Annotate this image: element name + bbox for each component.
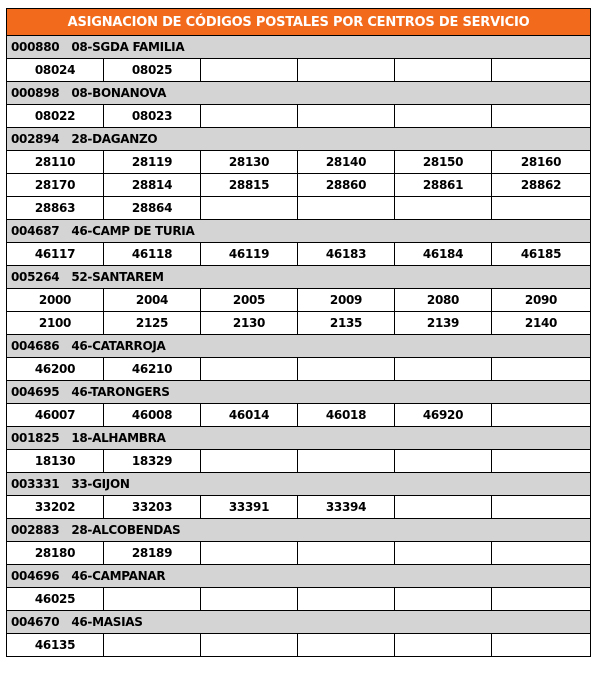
center-label bbox=[7, 335, 591, 358]
postal-code-cell bbox=[395, 634, 492, 657]
postal-code-cell: 28189 bbox=[104, 542, 201, 565]
center-header-row bbox=[7, 220, 591, 243]
postal-code-cell bbox=[201, 197, 298, 220]
postal-code-cell: 46200 bbox=[7, 358, 104, 381]
postal-code-cell: 28110 bbox=[7, 151, 104, 174]
postal-code-cell: 2135 bbox=[298, 312, 395, 335]
center-name: 46-TARONGERS bbox=[71, 385, 170, 399]
postal-code-cell: 33394 bbox=[298, 496, 395, 519]
postal-code-cell: 28861 bbox=[395, 174, 492, 197]
center-label bbox=[7, 519, 591, 542]
postal-code-cell: 33391 bbox=[201, 496, 298, 519]
postal-code-cell: 2139 bbox=[395, 312, 492, 335]
center-id: 003331 bbox=[11, 477, 60, 491]
postal-code-cell: 2100 bbox=[7, 312, 104, 335]
postal-code-cell: 08023 bbox=[104, 105, 201, 128]
postal-code-cell bbox=[298, 59, 395, 82]
center-name: 46-CAMPANAR bbox=[71, 569, 166, 583]
postal-code-cell bbox=[298, 105, 395, 128]
center-name: 46-MASIAS bbox=[71, 615, 143, 629]
postal-code-cell: 2125 bbox=[104, 312, 201, 335]
postal-code-cell: 28860 bbox=[298, 174, 395, 197]
postal-code-cell bbox=[492, 404, 591, 427]
postal-code-cell bbox=[104, 588, 201, 611]
postal-code-cell: 46119 bbox=[201, 243, 298, 266]
center-label bbox=[7, 128, 591, 151]
postal-code-cell bbox=[395, 197, 492, 220]
postal-code-cell bbox=[298, 450, 395, 473]
center-name: 08-SGDA FAMILIA bbox=[71, 40, 185, 54]
postal-code-cell bbox=[201, 105, 298, 128]
postal-code-cell bbox=[492, 542, 591, 565]
postal-code-cell bbox=[492, 634, 591, 657]
postal-code-cell bbox=[492, 105, 591, 128]
postal-codes-row bbox=[7, 197, 591, 220]
center-id: 000880 bbox=[11, 40, 60, 54]
postal-code-cell: 28119 bbox=[104, 151, 201, 174]
postal-code-cell: 46135 bbox=[7, 634, 104, 657]
postal-code-cell: 08022 bbox=[7, 105, 104, 128]
postal-codes-row bbox=[7, 105, 591, 128]
center-header-row bbox=[7, 473, 591, 496]
center-name: 52-SANTAREM bbox=[71, 270, 164, 284]
postal-codes-row bbox=[7, 59, 591, 82]
center-id: 004686 bbox=[11, 339, 60, 353]
postal-code-cell bbox=[395, 105, 492, 128]
postal-code-cell bbox=[395, 59, 492, 82]
postal-code-cell: 33203 bbox=[104, 496, 201, 519]
center-label bbox=[7, 427, 591, 450]
center-name: 08-BONANOVA bbox=[71, 86, 167, 100]
postal-code-cell: 2080 bbox=[395, 289, 492, 312]
center-label bbox=[7, 82, 591, 105]
center-name: 28-ALCOBENDAS bbox=[71, 523, 181, 537]
center-header-row bbox=[7, 266, 591, 289]
postal-code-cell: 46184 bbox=[395, 243, 492, 266]
postal-code-cell: 28863 bbox=[7, 197, 104, 220]
center-label bbox=[7, 611, 591, 634]
center-header-row bbox=[7, 381, 591, 404]
center-label bbox=[7, 266, 591, 289]
postal-code-cell: 08024 bbox=[7, 59, 104, 82]
postal-code-cell: 28814 bbox=[104, 174, 201, 197]
postal-codes-row bbox=[7, 634, 591, 657]
postal-code-cell bbox=[201, 358, 298, 381]
center-id: 002883 bbox=[11, 523, 60, 537]
postal-code-cell: 28130 bbox=[201, 151, 298, 174]
center-id: 002894 bbox=[11, 132, 60, 146]
center-label bbox=[7, 220, 591, 243]
center-label bbox=[7, 36, 591, 59]
postal-code-cell: 2090 bbox=[492, 289, 591, 312]
postal-code-cell bbox=[492, 450, 591, 473]
postal-code-cell: 46018 bbox=[298, 404, 395, 427]
center-id: 001825 bbox=[11, 431, 60, 445]
postal-code-cell bbox=[201, 450, 298, 473]
postal-code-cell: 2009 bbox=[298, 289, 395, 312]
postal-code-cell bbox=[298, 197, 395, 220]
postal-code-cell bbox=[492, 496, 591, 519]
center-id: 004687 bbox=[11, 224, 60, 238]
postal-code-cell: 46007 bbox=[7, 404, 104, 427]
postal-codes-row bbox=[7, 542, 591, 565]
center-header-row bbox=[7, 335, 591, 358]
center-label bbox=[7, 473, 591, 496]
postal-codes-row bbox=[7, 404, 591, 427]
center-name: 28-DAGANZO bbox=[71, 132, 158, 146]
postal-code-cell bbox=[492, 197, 591, 220]
postal-code-cell: 28180 bbox=[7, 542, 104, 565]
postal-code-sheet bbox=[6, 8, 590, 657]
title-row bbox=[7, 9, 591, 36]
postal-code-cell: 46008 bbox=[104, 404, 201, 427]
postal-code-cell: 2005 bbox=[201, 289, 298, 312]
postal-code-cell: 46183 bbox=[298, 243, 395, 266]
postal-code-cell: 28160 bbox=[492, 151, 591, 174]
postal-codes-row bbox=[7, 496, 591, 519]
postal-code-cell bbox=[201, 634, 298, 657]
postal-code-cell bbox=[201, 542, 298, 565]
postal-code-cell bbox=[298, 634, 395, 657]
center-label bbox=[7, 565, 591, 588]
postal-code-cell: 28170 bbox=[7, 174, 104, 197]
postal-code-cell: 46025 bbox=[7, 588, 104, 611]
center-header-row bbox=[7, 128, 591, 151]
postal-code-cell bbox=[201, 588, 298, 611]
postal-code-cell: 46014 bbox=[201, 404, 298, 427]
table-title: ASIGNACION DE CÓDIGOS POSTALES POR CENTROS DE SERVICIO bbox=[7, 9, 591, 36]
postal-code-cell: 18130 bbox=[7, 450, 104, 473]
center-name: 46-CATARROJA bbox=[71, 339, 166, 353]
postal-code-cell: 2004 bbox=[104, 289, 201, 312]
postal-codes-row bbox=[7, 174, 591, 197]
postal-code-cell: 2130 bbox=[201, 312, 298, 335]
postal-code-cell bbox=[395, 496, 492, 519]
postal-code-cell: 2000 bbox=[7, 289, 104, 312]
center-name: 18-ALHAMBRA bbox=[71, 431, 166, 445]
center-id: 004670 bbox=[11, 615, 60, 629]
postal-code-cell: 08025 bbox=[104, 59, 201, 82]
center-header-row bbox=[7, 36, 591, 59]
postal-code-cell: 18329 bbox=[104, 450, 201, 473]
postal-code-cell bbox=[492, 59, 591, 82]
postal-code-cell bbox=[298, 588, 395, 611]
postal-code-cell bbox=[492, 588, 591, 611]
postal-code-cell bbox=[395, 588, 492, 611]
postal-code-cell: 33202 bbox=[7, 496, 104, 519]
postal-codes-row bbox=[7, 450, 591, 473]
postal-codes-row bbox=[7, 151, 591, 174]
center-header-row bbox=[7, 82, 591, 105]
center-name: 33-GIJON bbox=[71, 477, 130, 491]
center-id: 005264 bbox=[11, 270, 60, 284]
center-header-row bbox=[7, 519, 591, 542]
postal-codes-row bbox=[7, 312, 591, 335]
postal-code-cell bbox=[395, 450, 492, 473]
postal-code-cell: 46117 bbox=[7, 243, 104, 266]
postal-code-cell bbox=[395, 358, 492, 381]
postal-code-cell: 2140 bbox=[492, 312, 591, 335]
center-header-row bbox=[7, 611, 591, 634]
postal-code-cell bbox=[298, 358, 395, 381]
postal-code-cell bbox=[492, 358, 591, 381]
postal-codes-row bbox=[7, 289, 591, 312]
center-header-row bbox=[7, 427, 591, 450]
postal-code-cell: 46118 bbox=[104, 243, 201, 266]
center-name: 46-CAMP DE TURIA bbox=[71, 224, 195, 238]
postal-codes-row bbox=[7, 243, 591, 266]
postal-code-cell: 28140 bbox=[298, 151, 395, 174]
postal-code-cell bbox=[298, 542, 395, 565]
postal-code-cell bbox=[395, 542, 492, 565]
postal-code-cell: 28150 bbox=[395, 151, 492, 174]
postal-code-cell: 28862 bbox=[492, 174, 591, 197]
center-id: 000898 bbox=[11, 86, 60, 100]
center-id: 004695 bbox=[11, 385, 60, 399]
postal-code-cell: 46185 bbox=[492, 243, 591, 266]
center-id: 004696 bbox=[11, 569, 60, 583]
postal-code-cell bbox=[201, 59, 298, 82]
postal-code-table bbox=[6, 8, 591, 657]
postal-code-cell: 46210 bbox=[104, 358, 201, 381]
postal-code-cell: 28815 bbox=[201, 174, 298, 197]
center-label bbox=[7, 381, 591, 404]
center-header-row bbox=[7, 565, 591, 588]
postal-code-cell bbox=[104, 634, 201, 657]
postal-code-cell: 46920 bbox=[395, 404, 492, 427]
postal-code-cell: 28864 bbox=[104, 197, 201, 220]
postal-codes-row bbox=[7, 588, 591, 611]
postal-codes-row bbox=[7, 358, 591, 381]
